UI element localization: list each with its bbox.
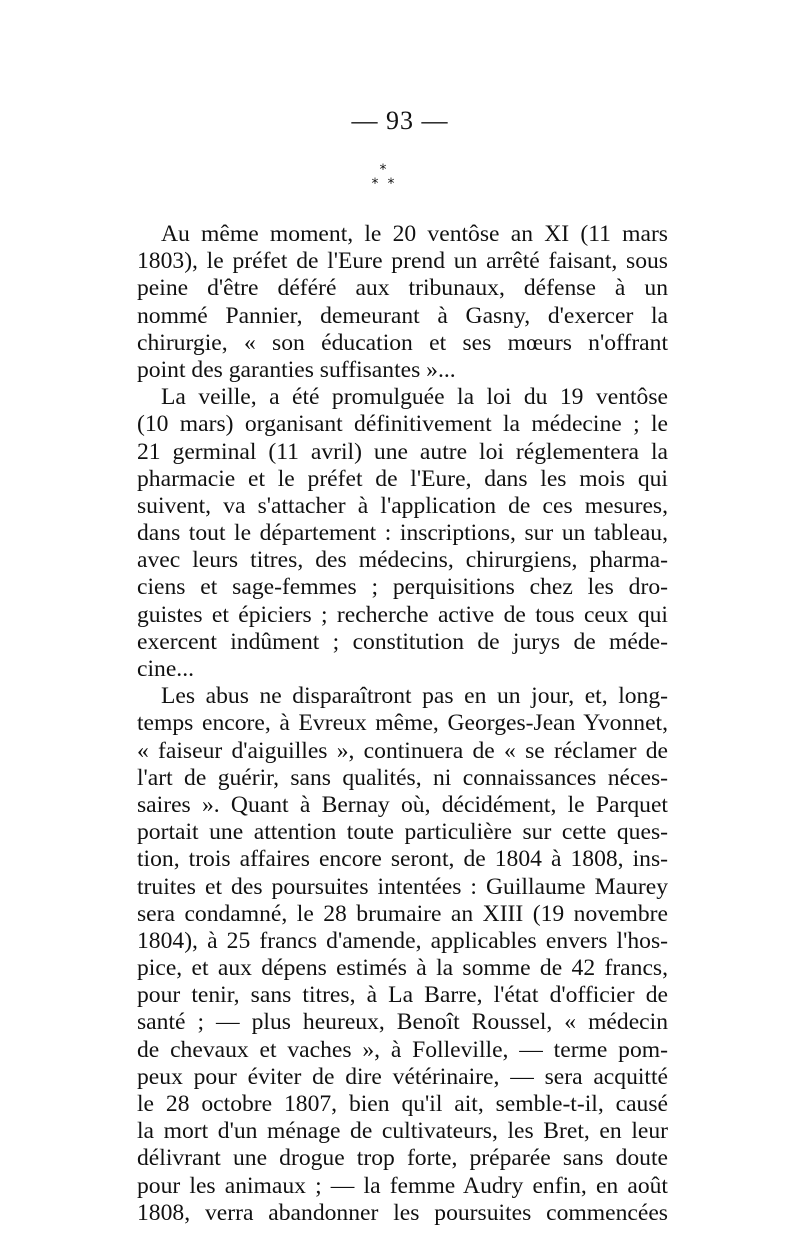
- text-line: de chevaux et vaches », à Folleville, — terme pom-: [137, 1036, 668, 1063]
- text-line: peine d'être déféré aux tribunaux, défense à un: [137, 275, 668, 302]
- svg-text:*: *: [371, 176, 379, 192]
- text-line: sera condamné, le 28 brumaire an XIII (19 novembre: [137, 900, 668, 927]
- text-line: Au même moment, le 20 ventôse an XI (11 mars: [161, 221, 668, 247]
- text-line: point des garanties suffisantes »...: [137, 356, 456, 383]
- text-line: le 28 octobre 1807, bien qu'il ait, semble-t-il, causé: [137, 1091, 668, 1117]
- text-line: pice, et aux dépens estimés à la somme de 42 francs,: [137, 955, 668, 982]
- text-line: dans tout le département : inscriptions, sur un tableau,: [137, 520, 668, 547]
- text-line: 21 germinal (11 avril) une autre loi réglementera la: [137, 438, 668, 465]
- text-line: santé ; — plus heureux, Benoît Roussel, « médecin: [137, 1009, 668, 1036]
- text-line: truites et des poursuites intentées : Guillaume Maurey: [137, 873, 668, 900]
- text-line: pharmacie et le préfet de l'Eure, dans les mois qui: [137, 465, 668, 492]
- svg-text:*: *: [379, 162, 387, 178]
- text-line: peux pour éviter de dire vétérinaire, — sera acquitté: [137, 1063, 668, 1090]
- text-line: avec leurs titres, des médecins, chirurgiens, pharma-: [137, 547, 668, 574]
- text-line: Les abus ne disparaîtront pas en un jour, et, long-: [161, 683, 668, 710]
- text-line: 1803), le préfet de l'Eure prend un arrêté faisant, sous: [137, 248, 668, 275]
- text-line: 1808, verra abandonner les poursuites commencées: [137, 1199, 668, 1226]
- text-line: cine...: [137, 656, 194, 682]
- text-line: chirurgie, « son éducation et ses mœurs n'offrant: [137, 329, 668, 356]
- text-line: l'art de guérir, sans qualités, ni connaissances néces-: [137, 764, 668, 791]
- text-line: pour tenir, sans titres, à La Barre, l'état d'officier de: [137, 982, 668, 1009]
- text-line: tion, trois affaires encore seront, de 1804 à 1808, ins-: [137, 846, 668, 873]
- text-line: La veille, a été promulguée la loi du 19 ventôse: [161, 384, 668, 411]
- text-line: ciens et sage-femmes ; perquisitions chez les dro-: [137, 574, 668, 601]
- text-line: suivent, va s'attacher à l'application de ces mesures,: [137, 492, 668, 519]
- body-text: [137, 221, 668, 1227]
- text-line: saires ». Quant à Bernay où, décidément, le Parquet: [137, 791, 668, 818]
- svg-text:*: *: [387, 176, 395, 192]
- text-line: exercent indûment ; constitution de jurys de méde-: [137, 628, 668, 655]
- text-line: la mort d'un ménage de cultivateurs, les Bret, en leur: [137, 1118, 668, 1145]
- text-line: temps encore, à Evreux même, Georges-Jean Yvonnet,: [137, 710, 668, 737]
- text-line: nommé Pannier, demeurant à Gasny, d'exercer la: [137, 302, 668, 329]
- text-line: portait une attention toute particulière sur cette ques-: [137, 819, 668, 846]
- text-line: délivrant une drogue trop forte, préparée sans doute: [137, 1145, 668, 1172]
- text-line: pour les animaux ; — la femme Audry enfin, en août: [137, 1172, 668, 1199]
- text-line: (10 mars) organisant définitivement la médecine ; le: [137, 411, 668, 438]
- text-line: 1804), à 25 francs d'amende, applicables envers l'hos-: [137, 927, 668, 954]
- text-line: « faiseur d'aiguilles », continuera de « se réclamer de: [137, 737, 668, 764]
- page-number: — 93 —: [351, 106, 449, 135]
- text-line: guistes et épiciers ; recherche active de tous ceux qui: [137, 601, 668, 628]
- asterism-separator-icon: [368, 160, 398, 194]
